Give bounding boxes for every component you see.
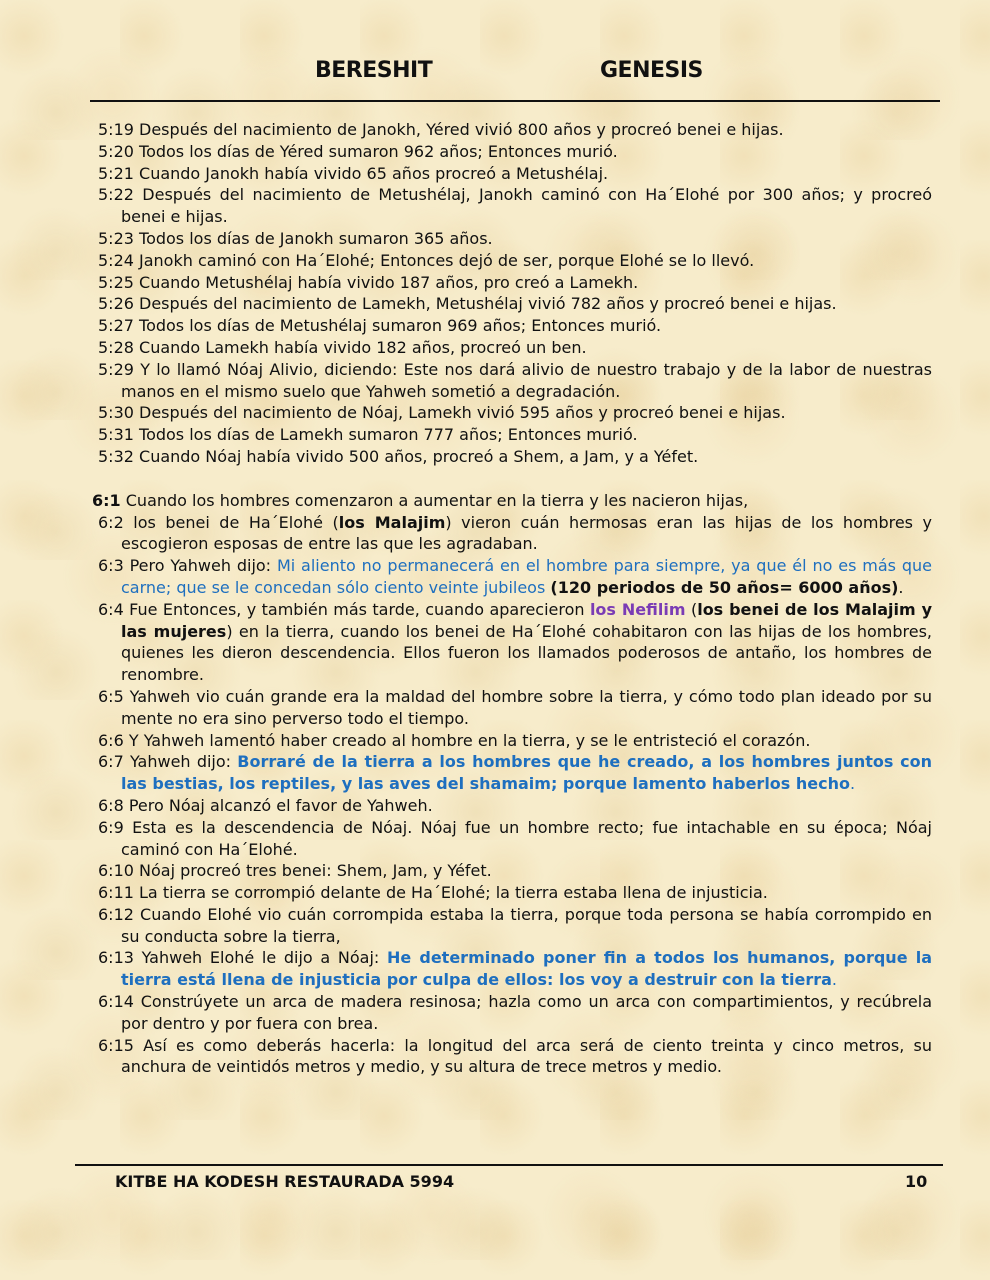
header-rule [90, 100, 940, 102]
verse-6-3-quote: Mi aliento no permanecerá en el hombre para siempre, ya que él no es más que carne; que se le concedan sólo ciento veinte jubileos [121, 556, 933, 597]
verse-6-3-text-a: 6:3 Pero Yahweh dijo: [98, 556, 277, 576]
verse-5-32: 5:32 Cuando Nóaj había vivido 500 años, procreó a Shem, a Jam, y a Yéfet. [98, 446, 699, 466]
verse-6-3-bold: (120 periodos de 50 años= 6000 años) [550, 577, 899, 597]
verse-6-7 [90, 751, 932, 795]
verse-5-27: 5:27 Todos los días de Metushélaj sumaron 969 años; Entonces murió. [98, 316, 662, 336]
verse-5-23: 5:23 Todos los días de Janokh sumaron 365 años. [98, 228, 493, 248]
verse-5-29: 5:29 Y lo llamó Nóaj Alivio, diciendo: Este nos dará alivio de nuestro trabajo y de la labor de nuestras manos en el mismo suelo que Yahweh sometió a degradación. [98, 359, 932, 401]
page-header [90, 58, 940, 88]
verse-6-2-bold: los Malajim [338, 512, 446, 532]
verse-5-19: 5:19 Después del nacimiento de Janokh, Yéred vivió 800 años y procreó benei e hijas. [98, 120, 784, 139]
verse-6-5: 6:5 Yahweh vio cuán grande era la maldad del hombre sobre la tierra, y cómo todo plan ideado por su mente no era sino perverso todo el tiempo. [98, 686, 932, 728]
verse-5-22: 5:22 Después del nacimiento de Metushélaj, Janokh caminó con Ha´Elohé por 300 años; y procreó benei e hijas. [98, 185, 932, 227]
verse-5-30: 5:30 Después del nacimiento de Nóaj, Lamekh vivió 595 años y procreó benei e hijas. [98, 403, 786, 423]
verse-6-14: 6:14 Constrúyete un arca de madera resinosa; hazla como un arca con compartimientos, y recúbrela por dentro y por fuera con brea. [98, 992, 932, 1033]
verse-6-7-end: . [850, 774, 856, 794]
verse-5-26: 5:26 Después del nacimiento de Lamekh, Metushélaj vivió 782 años y procreó benei e hijas. [98, 294, 837, 314]
verse-5-28: 5:28 Cuando Lamekh había vivido 182 años, procreó un ben. [98, 337, 587, 357]
verse-6-2 [90, 512, 932, 556]
verse-6-7-quote: Borraré de la tierra a los hombres que he creado, a los hombres juntos con las bestias, los reptiles, y las aves del shamaim; porque lamento haberlos hecho [121, 752, 932, 794]
verse-5-31: 5:31 Todos los días de Lamekh sumaron 777 años; Entonces murió. [98, 425, 638, 445]
verse-6-4-text-c: ) en la tierra, cuando los benei de Ha´Elohé cohabitaron con las hijas de los hombres, quienes les dieron descendencia. Ellos fueron los llamados poderosos de antaño, los hombres de renombre. [121, 621, 932, 685]
verse-6-13-quote: He determinado poner fin a todos los humanos, porque la tierra está llena de injusticia por culpa de ellos: los voy a destruir con la tierra [121, 948, 932, 990]
header-book-hebrew: BERESHIT [315, 58, 433, 83]
verse-6-13-text-a: 6:13 Yahweh Elohé le dijo a Nóaj: [98, 948, 387, 968]
verse-6-15: 6:15 Así es como deberás hacerla: la longitud del arca será de ciento treinta y cinco metros, su anchura de veintidós metros y medio, y su altura de trece metros y medio. [98, 1035, 932, 1077]
verse-6-6: 6:6 Y Yahweh lamentó haber creado al hombre en la tierra, y se le entristeció el corazón. [98, 730, 811, 750]
verse-6-8: 6:8 Pero Nóaj alcanzó el favor de Yahweh. [98, 795, 433, 815]
verse-6-2-text-a: 6:2 los benei de Ha´Elohé ( [98, 512, 339, 532]
verse-6-4-nefilim: los Nefilim [589, 599, 686, 619]
verse-6-4-text-a: 6:4 Fue Entonces, y también más tarde, cuando aparecieron [98, 599, 590, 619]
footer-title: KITBE HA KODESH RESTAURADA 5994 [115, 1172, 455, 1191]
verse-6-10: 6:10 Nóaj procreó tres benei: Shem, Jam, y Yéfet. [98, 861, 492, 881]
verse-6-3-end: . [898, 577, 904, 597]
verse-6-3 [90, 555, 932, 599]
verse-5-25: 5:25 Cuando Metushélaj había vivido 187 años, pro creó a Lamekh. [98, 272, 639, 292]
verse-5-20: 5:20 Todos los días de Yéred sumaron 962 años; Entonces murió. [98, 141, 618, 161]
verse-5-21: 5:21 Cuando Janokh había vivido 65 años procreó a Metushélaj. [98, 163, 609, 183]
verse-5-24: 5:24 Janokh caminó con Ha´Elohé; Entonces dejó de ser, porque Elohé se lo llevó. [98, 250, 755, 270]
footer-rule [75, 1164, 943, 1166]
verse-6-2-text-b: ) vieron cuán hermosas eran las hijas de los hombres y escogieron esposas de entre las que les agradaban. [121, 512, 932, 554]
chapter-6-number: 6:1 [92, 490, 121, 510]
verse-6-4 [90, 599, 932, 686]
verse-6-13-end: . [831, 970, 837, 990]
verse-6-4-text-b: ( [685, 599, 698, 619]
verse-6-1 [90, 490, 932, 512]
verse-6-7-text-a: 6:7 Yahweh dijo: [98, 752, 238, 772]
verse-6-12: 6:12 Cuando Elohé vio cuán corrompida estaba la tierra, porque toda persona se había corrompido en su conducta sobre la tierra, [98, 904, 932, 946]
chapter-gap [90, 468, 932, 490]
scripture-text [90, 119, 932, 1078]
verse-6-9: 6:9 Esta es la descendencia de Nóaj. Nóaj fue un hombre recto; fue intachable en su época; Nóaj caminó con Ha´Elohé. [98, 817, 932, 859]
verse-6-11: 6:11 La tierra se corrompió delante de Ha´Elohé; la tierra estaba llena de injusticia. [98, 883, 768, 903]
verse-6-13 [90, 947, 932, 991]
verse-6-4-bold: los benei de los Malajim y las mujeres [121, 599, 932, 641]
verse-6-1-text: Cuando los hombres comenzaron a aumentar en la tierra y les nacieron hijas, [120, 490, 749, 510]
header-book-spanish: GENESIS [600, 58, 703, 83]
page-number: 10 [905, 1172, 928, 1191]
